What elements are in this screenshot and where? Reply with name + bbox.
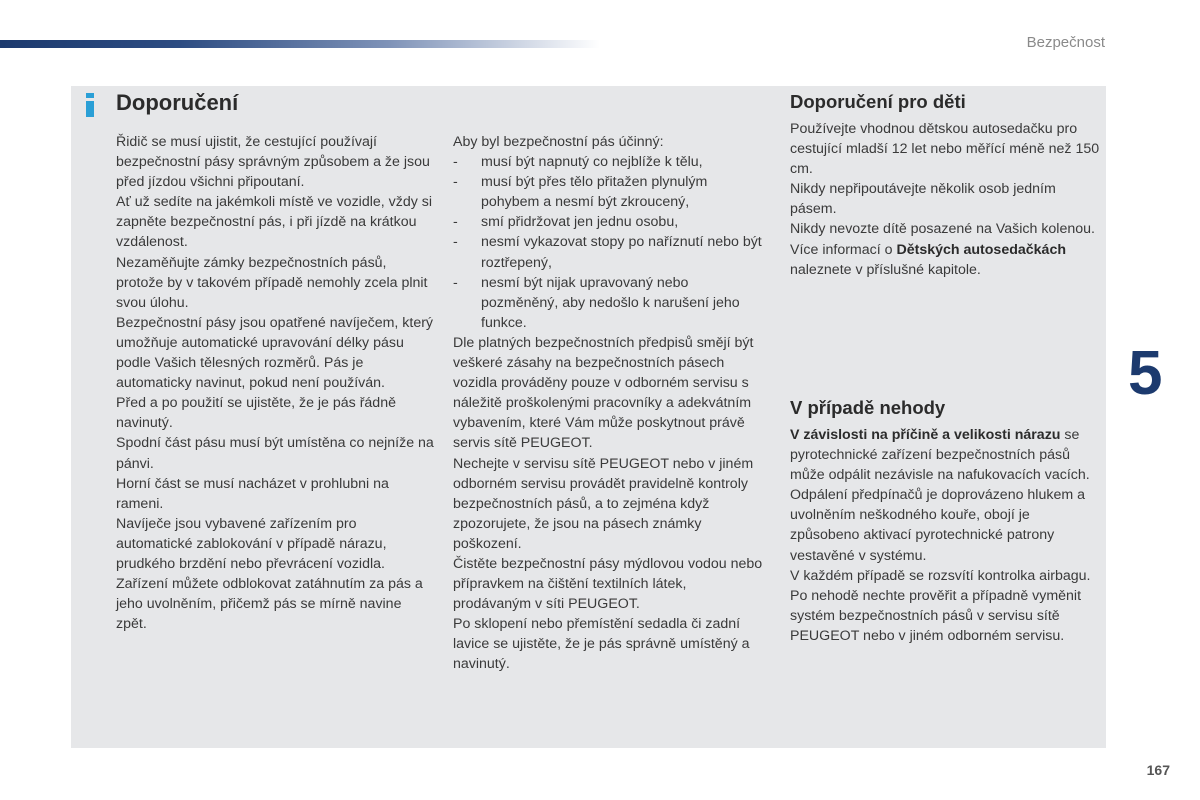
paragraph: Po nehodě nechte prověřit a případně vyměnit systém bezpečnostních pásů v servisu sítě PEUGEOT nebo v jiném odborném servisu.: [790, 587, 1082, 644]
paragraph: Dle platných bezpečnostních předpisů smějí být veškeré zásahy na bezpečnostních pásech vozidla prováděny pouze v odborném servisu s náležitě proškolenými pracovníky a adekvátním vybavením, které Vám může poskytnout právě servis sítě PEUGEOT.: [453, 334, 754, 452]
bold-reference: Dětských autosedačkách: [896, 241, 1066, 258]
paragraph: Bezpečnostní pásy jsou opatřené navíječem, který umožňuje automatické upravování délky pásu podle Vašich tělesných rozměrů. Pás je automaticky navinut, pokud není používán.: [116, 314, 434, 392]
bold-lead: V závislosti na příčině a velikosti nárazu: [790, 427, 1061, 443]
section-title: Bezpečnost: [1026, 34, 1105, 51]
paragraph: Ať už sedíte na jakémkoli místě ve vozidle, vždy si zapněte bezpečnostní pás, i při jízdě na krátkou vzdálenost.: [116, 194, 432, 251]
list-item: - smí přidržovat jen jednu osobu,: [453, 212, 768, 232]
list-item: - musí být přes tělo přitažen plynulým pohybem a nesmí být zkroucený,: [453, 172, 768, 212]
paragraph: Navíječe jsou vybavené zařízením pro automatické zablokování v případě nárazu, prudkého brzdění nebo převrácení vozidla. Zařízení můžete odblokovat zatáhnutím za pás a jeho uvolněním, přičemž pás se mírně navine zpět.: [116, 515, 423, 633]
paragraph: Používejte vhodnou dětskou autosedačku pro cestující mladší 12 let nebo měřící méně než 150 cm.: [790, 121, 1100, 178]
page-number: 167: [1146, 762, 1170, 778]
recommendations-column-2: [453, 132, 768, 675]
list-item: - nesmí být nijak upravovaný nebo pozměněný, aby nedošlo k narušení jeho funkce.: [453, 273, 768, 333]
paragraph: Nezaměňujte zámky bezpečnostních pásů, protože by v takovém případě nemohly zcela plnit svou úlohu.: [116, 254, 428, 311]
paragraph: Řidič se musí ujistit, že cestující používají bezpečnostní pásy správným způsobem a že jsou před jízdou všichni připoutaní.: [116, 134, 430, 191]
chapter-number: 5: [1128, 339, 1163, 408]
list-item: - nesmí vykazovat stopy po naříznutí nebo být roztřepený,: [453, 232, 768, 272]
paragraph: Horní část se musí nacházet v prohlubni na rameni.: [116, 475, 389, 512]
paragraph: Před a po použití se ujistěte, že je pás řádně navinutý.: [116, 395, 396, 432]
kids-recommendations-text: [790, 119, 1100, 280]
list-intro: Aby byl bezpečnostní pás účinný:: [453, 134, 664, 150]
paragraph: Čistěte bezpečnostní pásy mýdlovou vodou nebo přípravkem na čištění textilních látek, prodávaným v síti PEUGEOT.: [453, 555, 763, 613]
text: se pyrotechnické zařízení bezpečnostních pásů může odpálit nezávisle na nafukovacích vacích. Odpálení předpínačů je doprovázeno hlukem a uvolněním neškodného kouře, obojí je způsobeno aktivací pyrotechnické patrony vestavěné v systému.: [790, 427, 1090, 564]
paragraph: Nikdy nevozte dítě posazené na Vašich kolenou.: [790, 221, 1095, 238]
text: Více informací o: [790, 241, 897, 258]
recommendations-title: Doporučení: [116, 90, 239, 115]
paragraph: Po sklopení nebo přemístění sedadla či zadní lavice se ujistěte, že je pás správně umístěný a navinutý.: [453, 616, 750, 673]
list-item: - musí být napnutý co nejblíže k tělu,: [453, 152, 768, 172]
paragraph: Spodní část pásu musí být umístěna co nejníže na pánvi.: [116, 435, 434, 472]
kids-recommendations-title: Doporučení pro děti: [790, 91, 966, 112]
recommendations-column-1: [116, 132, 434, 634]
text: naleznete v příslušné kapitole.: [790, 261, 981, 278]
accident-text: [790, 425, 1100, 646]
paragraph: V každém případě se rozsvítí kontrolka airbagu.: [790, 567, 1091, 584]
header-gradient-bar: [0, 40, 600, 48]
accident-title: V případě nehody: [790, 397, 946, 418]
paragraph: Nechejte v servisu sítě PEUGEOT nebo v jiném odborném servisu provádět pravidelně kontroly bezpečnostních pásů, a to zejména když zpozorujete, že jsou na pásech známky poškození.: [453, 455, 754, 552]
paragraph: Nikdy nepřipoutávejte několik osob jedním pásem.: [790, 181, 1056, 218]
info-icon: [86, 93, 94, 117]
paragraph: [790, 425, 1100, 566]
requirements-list: [453, 152, 768, 333]
paragraph: [790, 240, 1100, 280]
